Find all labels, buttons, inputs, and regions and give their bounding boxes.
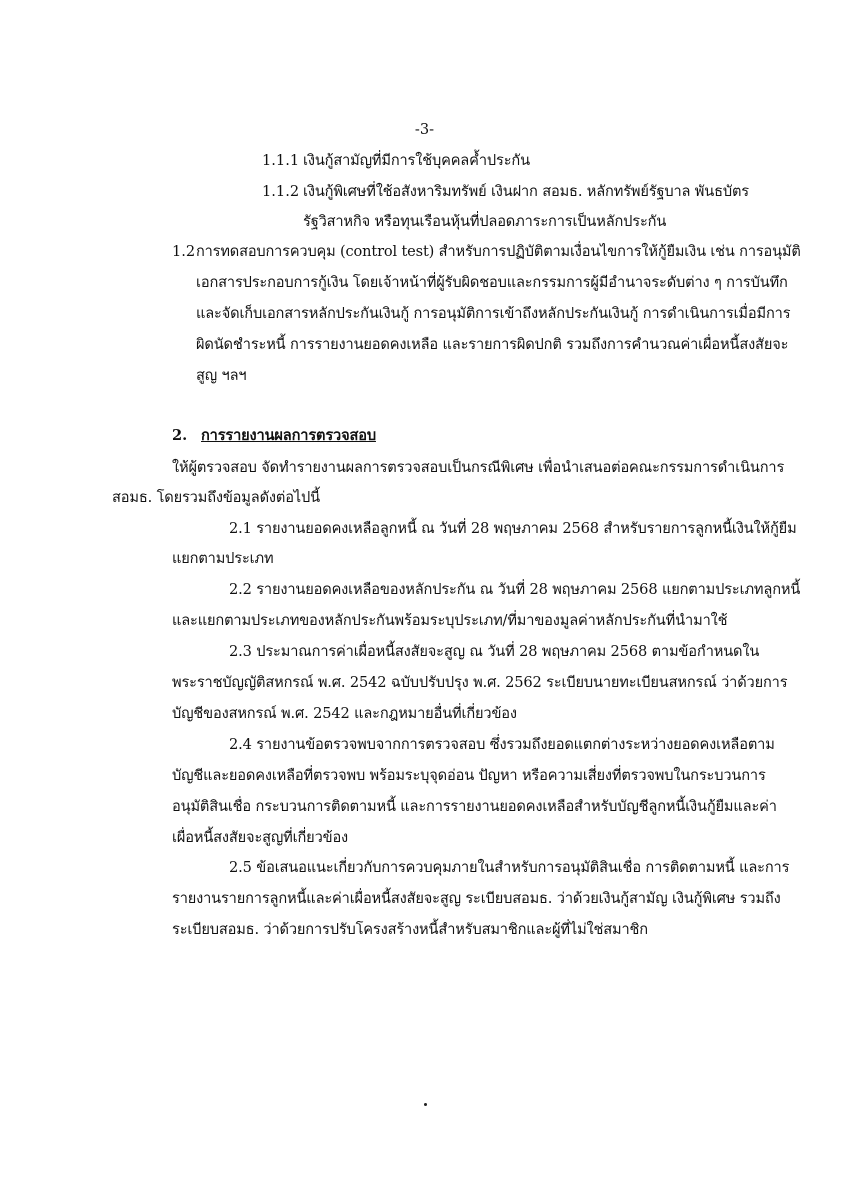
item-2-1-line: 2.1 รายงานยอดคงเหลือลูกหนี้ ณ วันที่ 28 พฤษภาคม 2568 สำหรับรายการลูกหนี้เงินให้กู้ยืม <box>229 520 797 537</box>
item-2-3-line: 2.3 ประมาณการค่าเผื่อหนี้สงสัยจะสูญ ณ วันที่ 28 พฤษภาคม 2568 ตามข้อกำหนดใน <box>229 643 760 660</box>
item-1-1-2-line: รัฐวิสาหกิจ หรือทุนเรือนหุ้นที่ปลอดภาระการเป็นหลักประกัน <box>303 213 667 230</box>
item-2-5-line: 2.5 ข้อเสนอแนะเกี่ยวกับการควบคุมภายในสำหรับการอนุมัติสินเชื่อ การติดตามหนี้ และการ <box>229 859 790 876</box>
section-2-heading: การรายงานผลการตรวจสอบ <box>201 427 376 444</box>
page-number: -3- <box>414 121 435 138</box>
footer-dot <box>424 1103 427 1106</box>
item-1-2-line: สูญ ฯลฯ <box>196 367 247 384</box>
item-2-4-line: อนุมัติสินเชื่อ กระบวนการติดตามหนี้ และการรายงานยอดคงเหลือสำหรับบัญชีลูกหนี้เงินกู้ยืมและค่า <box>172 798 777 815</box>
item-2-5-line: ระเบียบสอมธ. ว่าด้วยการปรับโครงสร้างหนี้สำหรับสมาชิกและผู้ที่ไม่ใช่สมาชิก <box>172 921 648 938</box>
item-2-3-line: บัญชีของสหกรณ์ พ.ศ. 2542 และกฎหมายอื่นที่เกี่ยวข้อง <box>172 705 517 722</box>
item-2-4-line: บัญชีและยอดคงเหลือที่ตรวจพบ พร้อมระบุจุดอ่อน ปัญหา หรือความเสี่ยงที่ตรวจพบในกระบวนการ <box>172 767 766 784</box>
section-2-number: 2. <box>172 427 188 444</box>
item-2-1-line: แยกตามประเภท <box>172 550 274 567</box>
item-2-2-line: 2.2 รายงานยอดคงเหลือของหลักประกัน ณ วันที่ 28 พฤษภาคม 2568 แยกตามประเภทลูกหนี้ <box>229 581 801 598</box>
item-2-5-line: รายงานรายการลูกหนี้และค่าเผื่อหนี้สงสัยจะสูญ ระเบียบสอมธ. ว่าด้วยเงินกู้สามัญ เงินกู้พิเศษ รวมถึง <box>172 890 781 907</box>
item-1-2-number: 1.2 <box>172 243 196 260</box>
section-2-intro-line: ให้ผู้ตรวจสอบ จัดทำรายงานผลการตรวจสอบเป็นกรณีพิเศษ เพื่อนำเสนอต่อคณะกรรมการดำเนินการ <box>172 459 785 476</box>
item-2-3-line: พระราชบัญญัติสหกรณ์ พ.ศ. 2542 ฉบับปรับปรุง พ.ศ. 2562 ระเบียบนายทะเบียนสหกรณ์ ว่าด้วยการ <box>172 674 788 691</box>
section-2-intro-line: สอมธ. โดยรวมถึงข้อมูลดังต่อไปนี้ <box>112 489 320 506</box>
item-1-1-1-text: เงินกู้สามัญที่มีการใช้บุคคลค้ำประกัน <box>303 152 530 169</box>
item-1-1-2-number: 1.1.2 <box>262 183 300 200</box>
item-1-2-line: และจัดเก็บเอกสารหลักประกันเงินกู้ การอนุมัติการเข้าถึงหลักประกันเงินกู้ การดำเนินการเมื่อมีการ <box>196 305 791 322</box>
item-1-2-line: ผิดนัดชำระหนี้ การรายงานยอดคงเหลือ และรายการผิดปกติ รวมถึงการคำนวณค่าเผื่อหนี้สงสัยจะ <box>196 336 789 353</box>
item-1-1-1-number: 1.1.1 <box>262 152 300 169</box>
item-1-1-2-line: เงินกู้พิเศษที่ใช้อสังหาริมทรัพย์ เงินฝาก สอมธ. หลักทรัพย์รัฐบาล พันธบัตร <box>303 183 749 200</box>
item-1-2-line: การทดสอบการควบคุม (control test) สำหรับการปฏิบัติตามเงื่อนไขการให้กู้ยืมเงิน เช่น การอนุมัติ <box>196 243 801 260</box>
item-2-4-line: เผื่อหนี้สงสัยจะสูญที่เกี่ยวข้อง <box>172 829 349 846</box>
item-2-4-line: 2.4 รายงานข้อตรวจพบจากการตรวจสอบ ซึ่งรวมถึงยอดแตกต่างระหว่างยอดคงเหลือตาม <box>229 736 775 753</box>
item-2-2-line: และแยกตามประเภทของหลักประกันพร้อมระบุประเภท/ที่มาของมูลค่าหลักประกันที่นำมาใช้ <box>172 612 728 629</box>
item-1-2-line: เอกสารประกอบการกู้เงิน โดยเจ้าหน้าที่ผู้รับผิดชอบและกรรมการผู้มีอำนาจระดับต่าง ๆ การบันทึก <box>196 274 788 291</box>
